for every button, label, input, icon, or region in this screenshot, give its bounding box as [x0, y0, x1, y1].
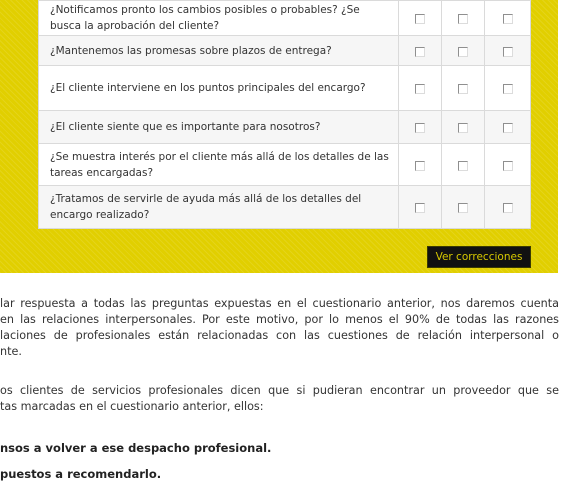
answer-checkbox[interactable]	[458, 161, 468, 171]
explanation-paragraph	[0, 296, 575, 360]
answer-checkbox[interactable]	[503, 203, 513, 213]
answer-checkbox[interactable]	[503, 123, 513, 133]
question-text: ¿El cliente interviene en los puntos principales del encargo?	[39, 66, 399, 111]
paragraph-line: os clientes de servicios profesionales dicen que si pudieran encontrar un proveedor que se	[0, 384, 559, 397]
question-text: ¿Se muestra interés por el cliente más allá de los detalles de las tareas encargadas?	[39, 144, 399, 186]
answer-checkbox[interactable]	[503, 47, 513, 57]
answer-checkbox[interactable]	[458, 203, 468, 213]
table-row	[39, 66, 531, 111]
answer-checkbox[interactable]	[503, 14, 513, 24]
bold-statement: puestos a recomendarlo.	[0, 467, 162, 481]
table-row	[39, 36, 531, 66]
answer-checkbox[interactable]	[415, 203, 425, 213]
ver-correcciones-button[interactable]: Ver correcciones	[427, 246, 531, 268]
questionnaire-table	[38, 0, 531, 229]
table-row	[39, 144, 531, 186]
answer-checkbox[interactable]	[458, 84, 468, 94]
table-row	[39, 111, 531, 144]
question-text: ¿Mantenemos las promesas sobre plazos de entrega?	[39, 36, 399, 66]
question-text: ¿Notificamos pronto los cambios posibles o probables? ¿Se busca la aprobación del cliente?	[39, 1, 399, 36]
paragraph-line: laciones de profesionales están relacionadas con las cuestiones de relación interpersonal o	[0, 329, 559, 342]
answer-checkbox[interactable]	[503, 84, 513, 94]
answer-checkbox[interactable]	[415, 161, 425, 171]
paragraph-line: nte.	[0, 345, 22, 358]
table-row	[39, 186, 531, 229]
question-text: ¿Tratamos de servirle de ayuda más allá de los detalles del encargo realizado?	[39, 186, 399, 229]
paragraph-line: lar respuesta a todas las preguntas expuestas en el cuestionario anterior, nos daremos cuenta	[0, 297, 559, 310]
answer-checkbox[interactable]	[415, 14, 425, 24]
bold-statement: nsos a volver a ese despacho profesional.	[0, 441, 272, 455]
paragraph-line: tas marcadas en el cuestionario anterior, ellos:	[0, 400, 264, 413]
answer-checkbox[interactable]	[458, 14, 468, 24]
answer-checkbox[interactable]	[415, 123, 425, 133]
question-text: ¿El cliente siente que es importante para nosotros?	[39, 111, 399, 144]
answer-checkbox[interactable]	[458, 47, 468, 57]
paragraph-line: en las relaciones interpersonales. Por este motivo, por lo menos el 90% de todas las razones	[0, 313, 559, 326]
answer-checkbox[interactable]	[458, 123, 468, 133]
answer-checkbox[interactable]	[415, 47, 425, 57]
answer-checkbox[interactable]	[503, 161, 513, 171]
answer-checkbox[interactable]	[415, 84, 425, 94]
table-row	[39, 1, 531, 36]
clients-paragraph	[0, 383, 559, 415]
